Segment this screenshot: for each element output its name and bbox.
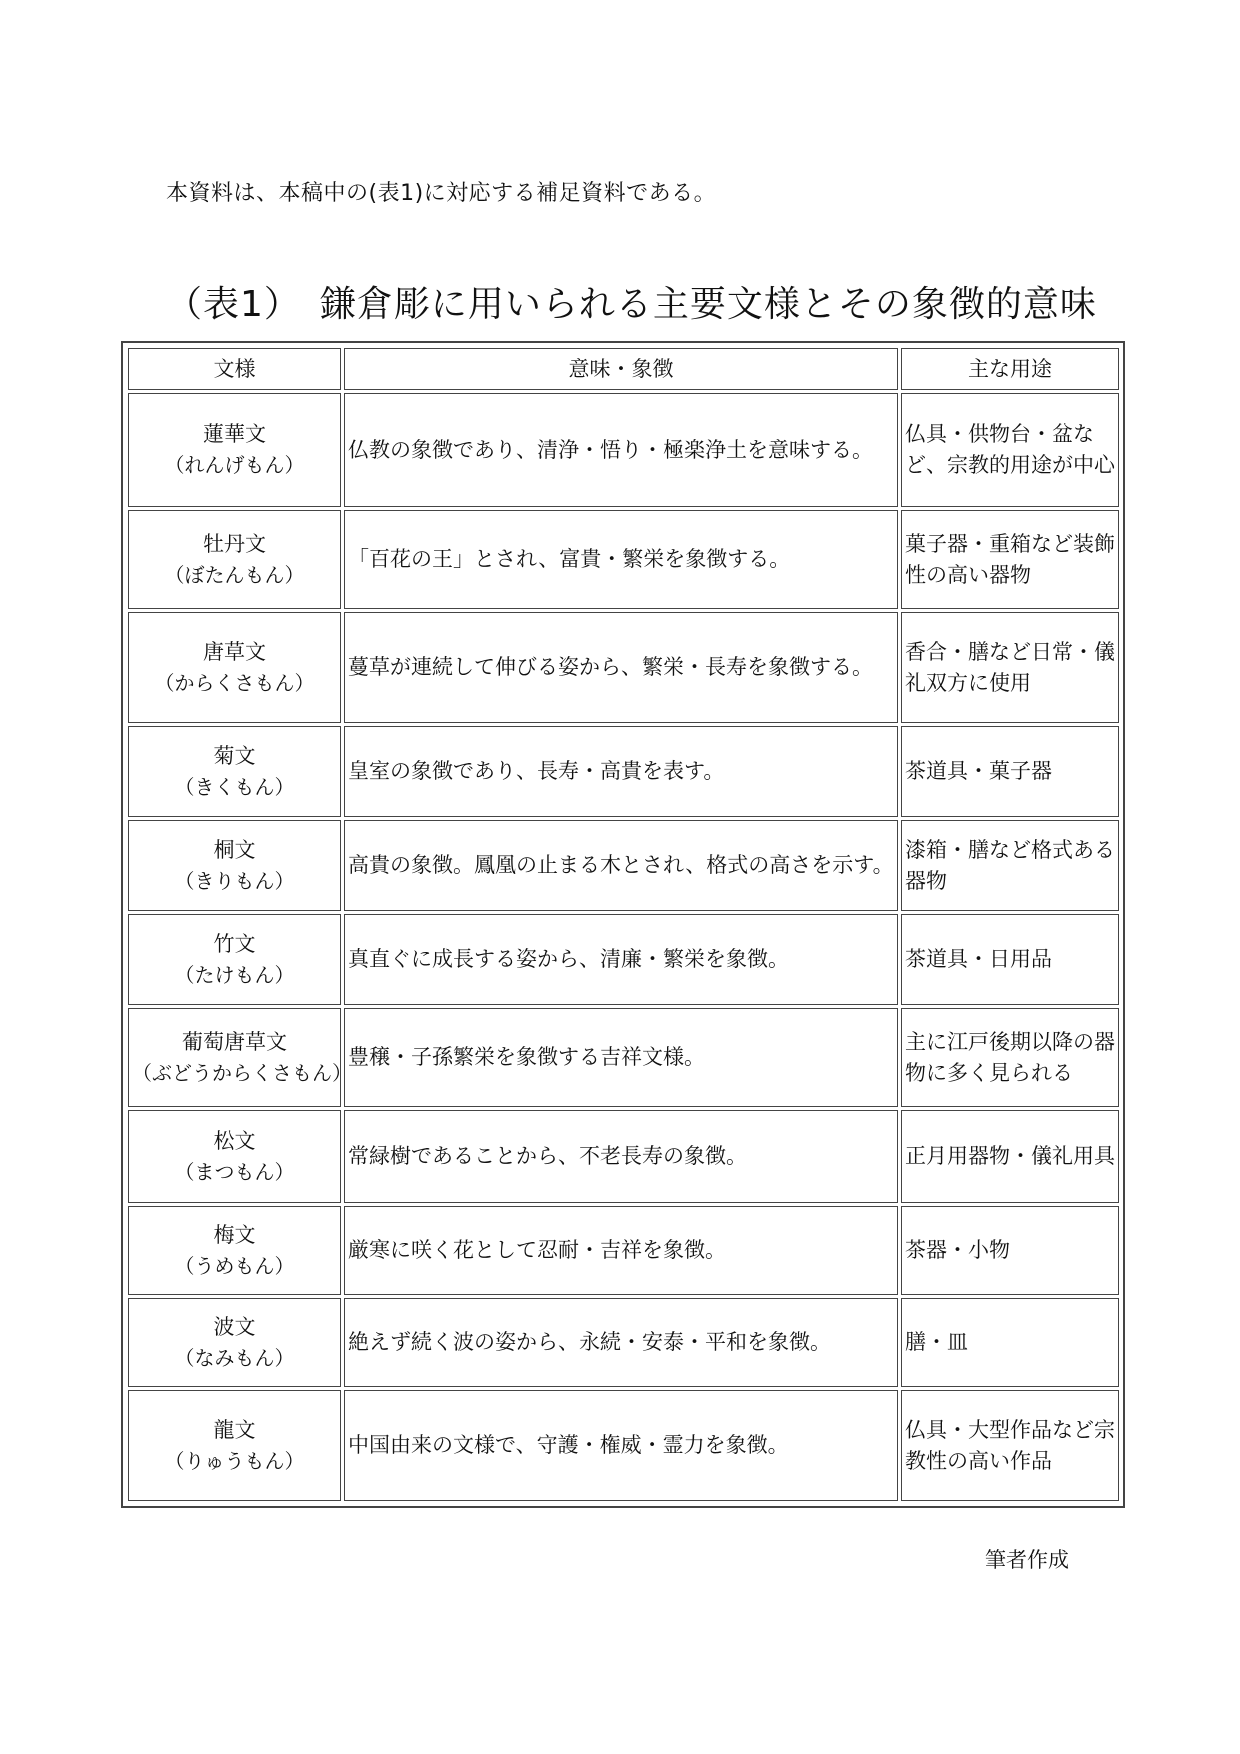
usage-cell: 香合・膳など日常・儀礼双方に使用	[901, 612, 1119, 723]
usage-cell: 茶道具・日用品	[901, 914, 1119, 1005]
meaning-cell: 常緑樹であることから、不老長寿の象徴。	[344, 1110, 898, 1203]
motif-name: 竹文	[213, 931, 256, 956]
motif-cell	[128, 1008, 352, 1107]
table-title: （表1） 鎌倉彫に用いられる主要文様とその象徴的意味	[166, 284, 1097, 326]
meaning-cell: 厳寒に咲く花として忍耐・吉祥を象徴。	[344, 1206, 898, 1295]
table-row	[128, 393, 1119, 507]
motif-reading: （ぶどうからくさもん）	[132, 1060, 352, 1085]
motif-reading: （ぼたんもん）	[164, 562, 305, 587]
table-row	[128, 914, 1119, 1005]
meaning-cell: 蔓草が連続して伸びる姿から、繁栄・長寿を象徴する。	[344, 612, 898, 723]
meaning-cell: 仏教の象徴であり、清浄・悟り・極楽浄土を意味する。	[344, 393, 898, 507]
motif-reading: （まつもん）	[174, 1159, 295, 1184]
motif-cell	[128, 914, 341, 1005]
header-motif: 文様	[128, 348, 341, 390]
motif-table-frame	[121, 341, 1125, 1508]
motif-name: 波文	[213, 1314, 256, 1339]
usage-cell: 茶器・小物	[901, 1206, 1119, 1295]
motif-cell	[128, 612, 341, 723]
table-row	[128, 510, 1119, 609]
motif-name: 唐草文	[203, 639, 266, 664]
table-row	[128, 1206, 1119, 1295]
motif-cell	[128, 1110, 341, 1203]
table-row	[128, 820, 1119, 911]
motif-name: 松文	[213, 1128, 256, 1153]
usage-cell: 主に江戸後期以降の器物に多く見られる	[901, 1008, 1119, 1107]
table-row	[128, 1298, 1119, 1387]
table-row	[128, 1008, 1119, 1107]
header-meaning: 意味・象徴	[344, 348, 898, 390]
intro-text: 本資料は、本稿中の(表1)に対応する補足資料である。	[166, 181, 717, 206]
meaning-cell: 豊穣・子孫繁栄を象徴する吉祥文様。	[344, 1008, 898, 1107]
motif-reading: （りゅうもん）	[164, 1448, 305, 1473]
usage-cell: 仏具・大型作品など宗教性の高い作品	[901, 1390, 1119, 1501]
usage-cell: 正月用器物・儀礼用具	[901, 1110, 1119, 1203]
motif-name: 龍文	[213, 1417, 256, 1442]
usage-cell: 菓子器・重箱など装飾性の高い器物	[901, 510, 1119, 609]
motif-name: 蓮華文	[203, 422, 266, 446]
usage-cell: 膳・皿	[901, 1298, 1119, 1387]
motif-cell	[128, 1390, 341, 1501]
meaning-cell: 「百花の王」とされ、富貴・繁栄を象徴する。	[344, 510, 898, 609]
table-row	[128, 1110, 1119, 1203]
table-row	[128, 612, 1119, 723]
meaning-cell: 真直ぐに成長する姿から、清廉・繁栄を象徴。	[344, 914, 898, 1005]
usage-cell: 茶道具・菓子器	[901, 726, 1119, 817]
usage-cell: 漆箱・膳など格式ある器物	[901, 820, 1119, 911]
motif-reading: （きりもん）	[174, 868, 295, 893]
motif-table	[125, 345, 1122, 1504]
motif-reading: （うめもん）	[174, 1253, 295, 1278]
motif-reading: （たけもん）	[174, 962, 295, 987]
table-row	[128, 726, 1119, 817]
table-row	[128, 1390, 1119, 1501]
motif-name: 牡丹文	[203, 531, 266, 556]
meaning-cell: 高貴の象徴。鳳凰の止まる木とされ、格式の高さを示す。	[344, 820, 898, 911]
motif-cell	[128, 1298, 341, 1387]
motif-cell	[128, 393, 341, 507]
motif-name: 梅文	[213, 1222, 256, 1247]
motif-reading: （なみもん）	[174, 1345, 295, 1370]
motif-name: 桐文	[213, 837, 256, 862]
motif-cell	[128, 726, 341, 817]
table-header-row	[128, 348, 1119, 390]
meaning-cell: 絶えず続く波の姿から、永続・安泰・平和を象徴。	[344, 1298, 898, 1387]
meaning-cell: 皇室の象徴であり、長寿・高貴を表す。	[344, 726, 898, 817]
motif-name: 菊文	[213, 743, 256, 768]
motif-name: 葡萄唐草文	[182, 1029, 287, 1054]
meaning-cell: 中国由来の文様で、守護・権威・霊力を象徴。	[344, 1390, 898, 1501]
motif-cell	[128, 510, 341, 609]
motif-reading: （れんげもん）	[164, 453, 305, 477]
motif-cell	[128, 1206, 341, 1295]
usage-cell: 仏具・供物台・盆など、宗教的用途が中心	[901, 393, 1119, 507]
header-usage: 主な用途	[901, 348, 1119, 390]
motif-cell	[128, 820, 341, 911]
motif-reading: （きくもん）	[174, 774, 295, 799]
motif-reading: （からくさもん）	[154, 670, 315, 695]
author-note: 筆者作成	[985, 1548, 1069, 1572]
